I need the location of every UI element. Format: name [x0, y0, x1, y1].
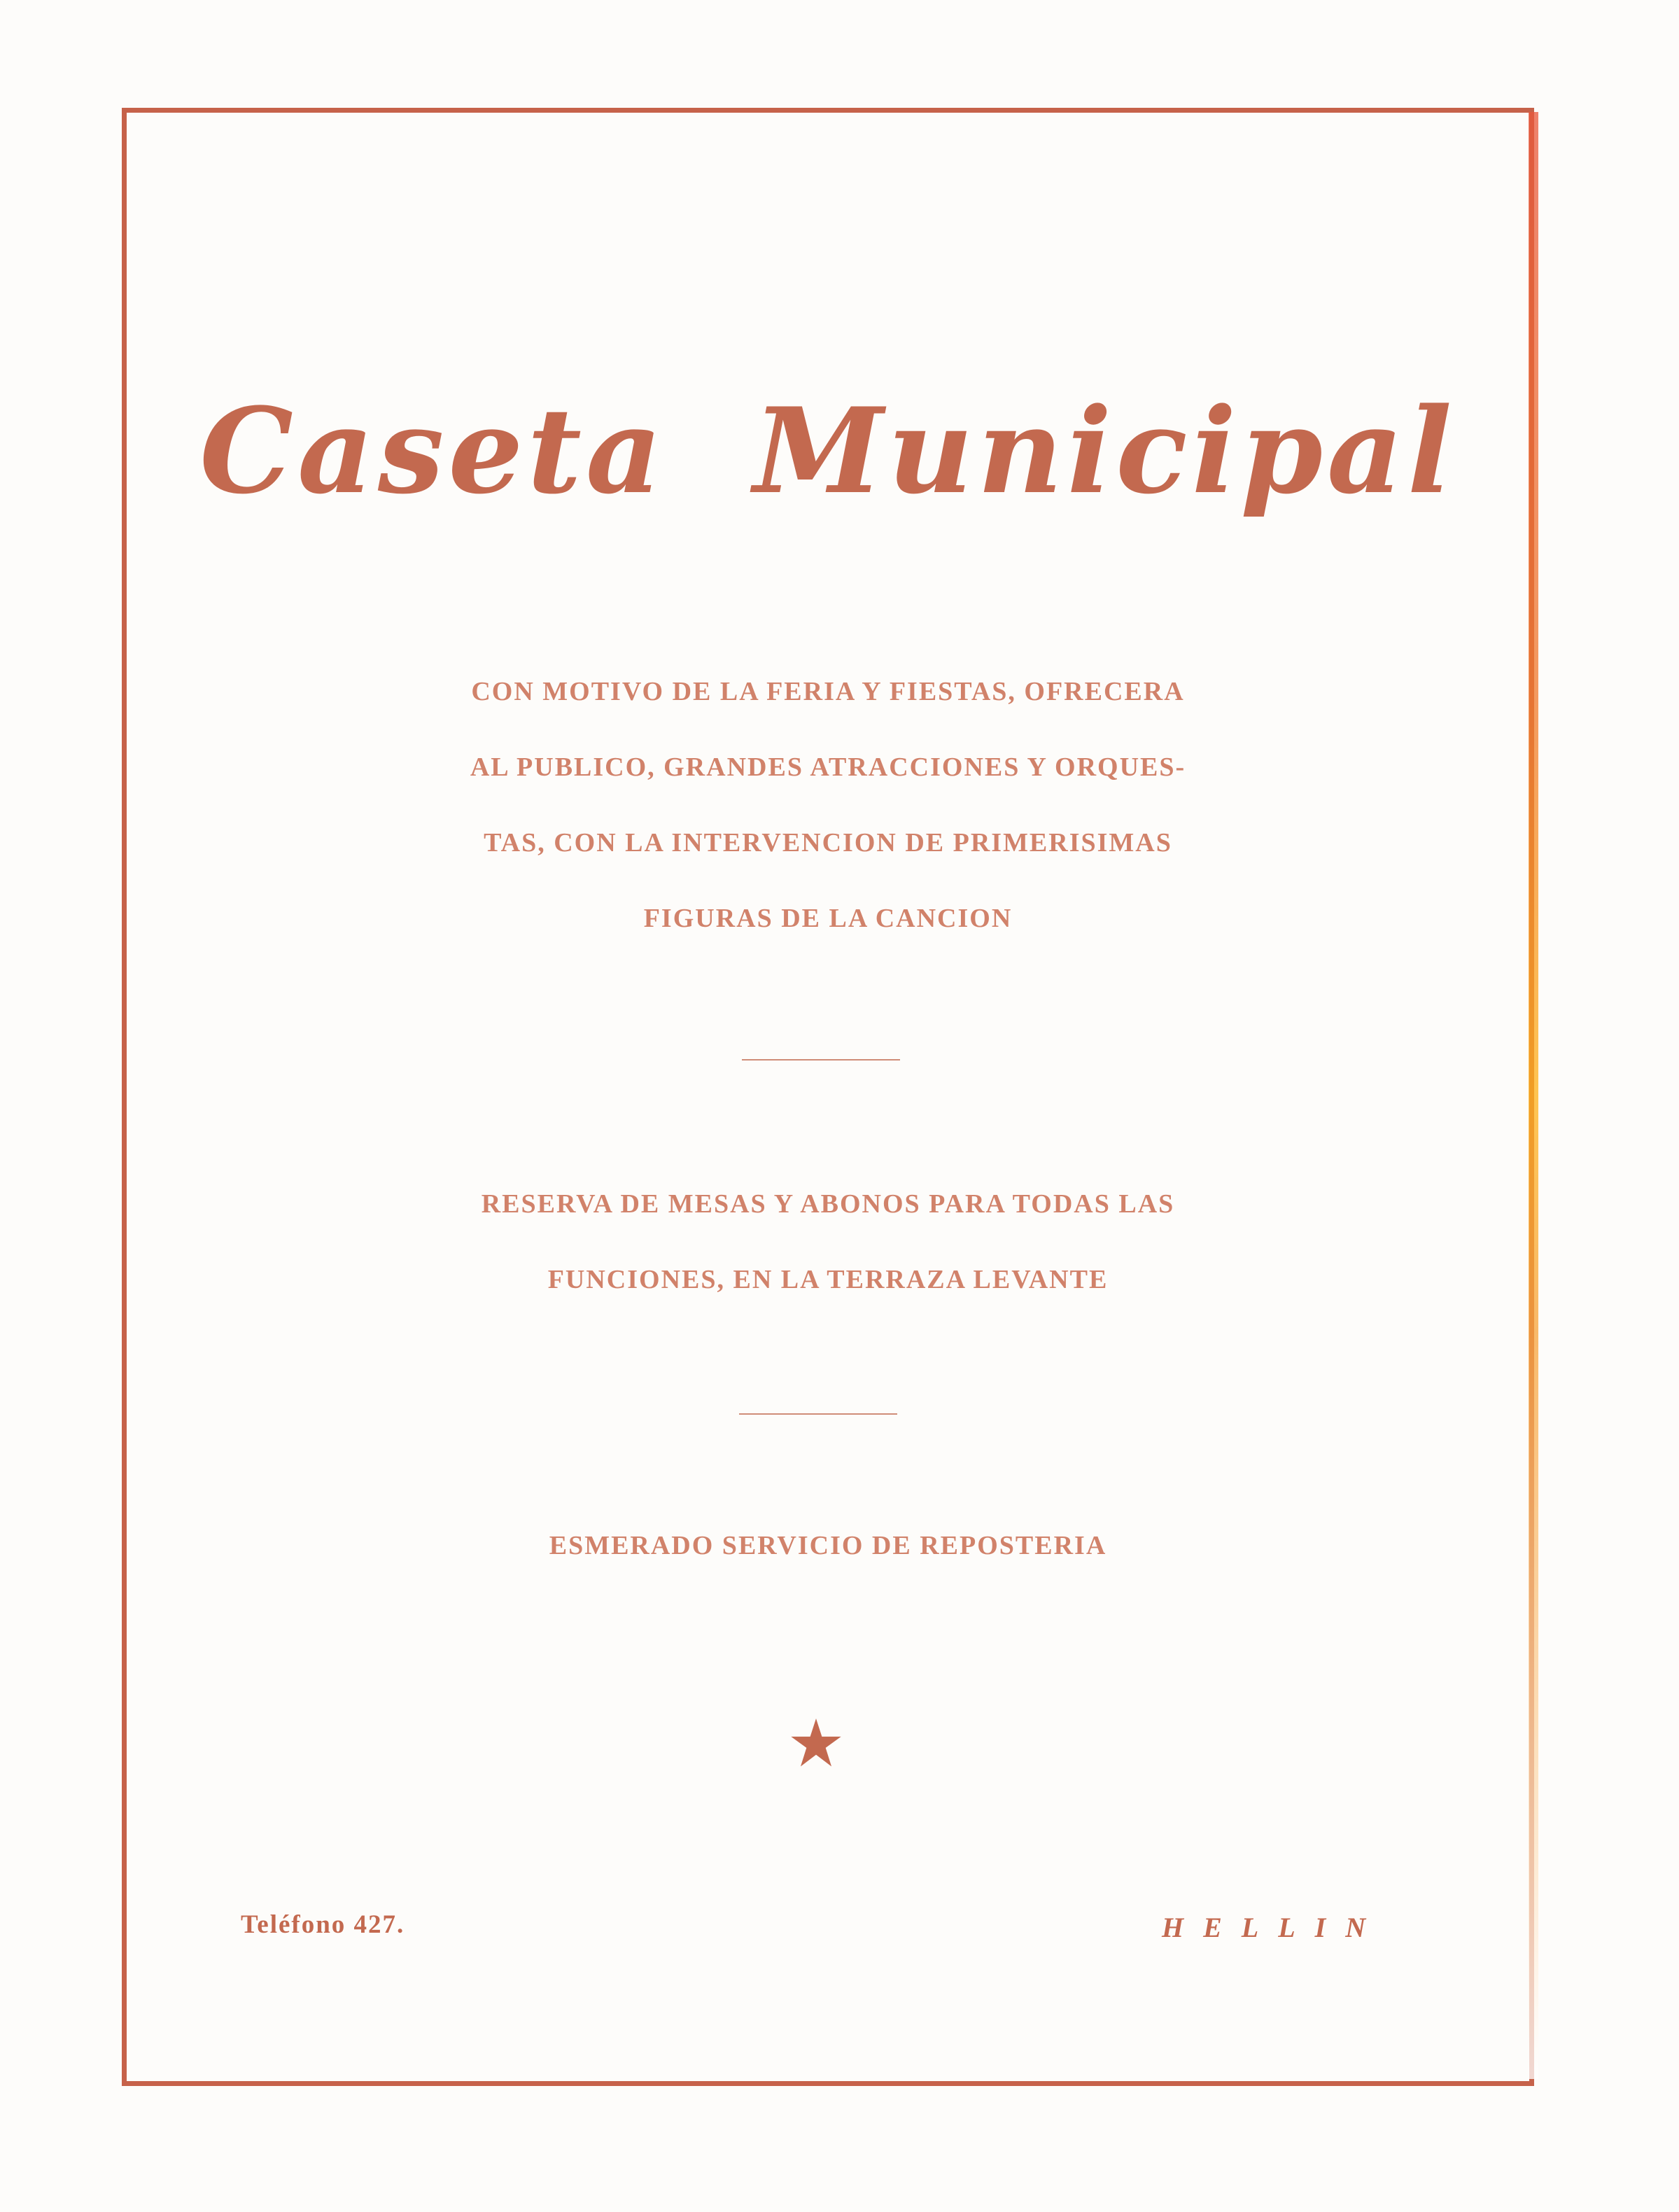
- city-name: HELLIN: [1162, 1912, 1386, 1943]
- text-line: TAS, CON LA INTERVENCION DE PRIMERISIMAS: [484, 828, 1172, 858]
- text-line: CON MOTIVO DE LA FERIA Y FIESTAS, OFRECERA: [471, 677, 1185, 706]
- text-line: ESMERADO SERVICIO DE REPOSTERIA: [549, 1531, 1107, 1560]
- phone-number: Teléfono 427.: [241, 1910, 405, 1939]
- text-line: FUNCIONES, EN LA TERRAZA LEVANTE: [547, 1265, 1109, 1294]
- star-icon: [789, 1716, 843, 1770]
- divider: [742, 1059, 900, 1060]
- text-line: AL PUBLICO, GRANDES ATRACCIONES Y ORQUES-: [470, 752, 1186, 782]
- divider: [739, 1413, 897, 1415]
- service-paragraph: [122, 1508, 1534, 1583]
- reservation-paragraph: [122, 1166, 1534, 1317]
- page-title: Caseta Municipal: [199, 382, 1456, 520]
- announcement-paragraph: [122, 654, 1534, 956]
- text-line: RESERVA DE MESAS Y ABONOS PARA TODAS LAS: [481, 1189, 1175, 1219]
- text-line: FIGURAS DE LA CANCION: [643, 904, 1013, 933]
